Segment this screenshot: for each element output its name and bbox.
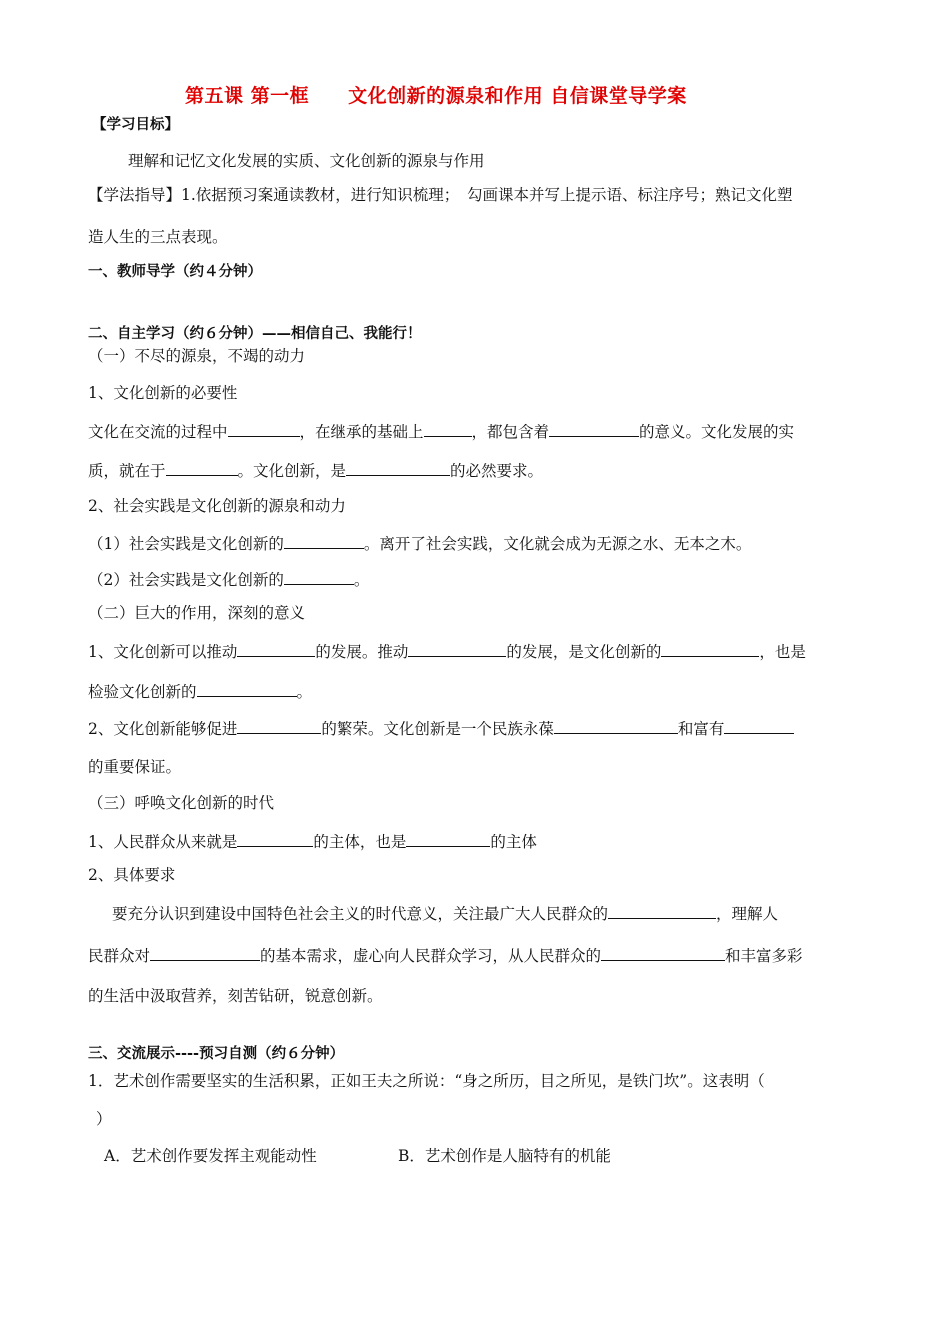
text: 检验文化创新的 [88,683,197,701]
page-title: 第五课 第一框 文化创新的源泉和作用 自信课堂导学案 [185,85,687,107]
item1-line2 [88,459,543,481]
fill-blank[interactable] [237,640,315,657]
part3-item2: 2、具体要求 [88,866,176,884]
item1-line1 [88,420,794,442]
text: （1）社会实践是文化创新的 [88,535,284,553]
part3-item1 [88,830,537,852]
fill-blank[interactable] [424,420,472,437]
fill-blank[interactable] [601,944,725,961]
item1-title: 1、文化创新的必要性 [88,384,238,402]
question1-bracket: ） [96,1110,112,1128]
part2-item2-line1 [88,717,794,739]
study-guide-line2: 造人生的三点表现。 [88,228,228,246]
text: ，理解人 [716,905,779,923]
text: 和富有 [677,720,725,738]
section2-heading-line [88,323,422,344]
fill-blank[interactable] [284,532,364,549]
objectives-text: 理解和记忆文化发展的实质、文化创新的源泉与作用 [128,152,485,170]
text: 的主体 [490,833,537,851]
study-guide-line1: 【学法指导】1.依据预习案通读教材，进行知识梳理； 勾画课本并写上提示语、标注序号；熟记文化塑 [88,186,793,204]
text: 1、文化创新可以推动 [88,643,238,661]
option-b[interactable]: B．艺术创作是人脑特有的机能 [398,1147,611,1165]
text: 的基本需求，虚心向人民群众学习，从人民群众的 [260,947,602,965]
text: 文化在交流的过程中 [88,423,228,441]
fill-blank[interactable] [237,830,313,847]
text: 的发展。推动 [315,643,409,661]
text: 的繁荣。文化创新是一个民族永葆 [321,720,554,738]
text: 质，就在于 [88,462,166,480]
fill-blank[interactable] [608,902,716,919]
fill-blank[interactable] [197,680,297,697]
text: ，也是 [759,643,806,661]
part3-para-line2 [88,944,803,966]
fill-blank[interactable] [724,717,794,734]
text: ，在继承的基础上 [299,423,424,441]
section2-heading: 二、自主学习（约６分钟）——相信自己、我能行！ [88,326,422,342]
fill-blank[interactable] [406,830,490,847]
item2-sub1 [88,532,751,554]
part3-para-line1 [112,902,778,924]
part2-item1-line2 [88,680,312,702]
fill-blank[interactable] [284,568,354,585]
part2-item2-line2: 的重要保证。 [88,758,182,776]
fill-blank[interactable] [166,459,238,476]
text: （2）社会实践是文化创新的 [88,571,284,589]
text: 的必然要求。 [450,462,544,480]
text: 。 [296,683,313,701]
fill-blank[interactable] [661,640,759,657]
text: 的发展，是文化创新的 [506,643,662,661]
part2-item1-line1 [88,640,806,662]
fill-blank[interactable] [346,459,450,476]
fill-blank[interactable] [228,420,300,437]
item2-sub2 [88,568,369,590]
text: 1、人民群众从来就是 [88,833,238,851]
text: 要充分认识到建设中国特色社会主义的时代意义，关注最广大人民群众的 [112,905,609,923]
fill-blank[interactable] [150,944,260,961]
text: 2、文化创新能够促进 [88,720,238,738]
part3-para-line3: 的生活中汲取营养，刻苦钻研，锐意创新。 [88,987,383,1005]
question1: 1．艺术创作需要坚实的生活积累，正如王夫之所说：“身之所历，目之所见，是铁门坎”。这表明（ [88,1072,765,1090]
fill-blank[interactable] [408,640,506,657]
text: 民群众对 [88,947,151,965]
part1-heading: （一）不尽的源泉，不竭的动力 [88,347,306,365]
text: 的意义。文化发展的实 [639,423,795,441]
text: ，都包含着 [471,423,550,441]
section3-heading: 三、交流展示----预习自测（约６分钟） [88,1046,345,1062]
text: 的主体，也是 [313,833,407,851]
text: 。离开了社会实践，文化就会成为无源之水、无本之木。 [363,535,752,553]
item2-title: 2、社会实践是文化创新的源泉和动力 [88,497,346,515]
section1-heading: 一、教师导学（约４分钟） [88,264,262,280]
fill-blank[interactable] [549,420,639,437]
text: 。文化创新，是 [237,462,347,480]
fill-blank[interactable] [554,717,678,734]
text: 。 [353,571,370,589]
part2-heading: （二）巨大的作用，深刻的意义 [88,604,306,622]
part3-heading: （三）呼唤文化创新的时代 [88,794,275,812]
objectives-heading: 【学习目标】 [92,117,179,133]
fill-blank[interactable] [237,717,321,734]
text: 和丰富多彩 [725,947,803,965]
option-a[interactable]: A．艺术创作要发挥主观能动性 [104,1147,317,1165]
